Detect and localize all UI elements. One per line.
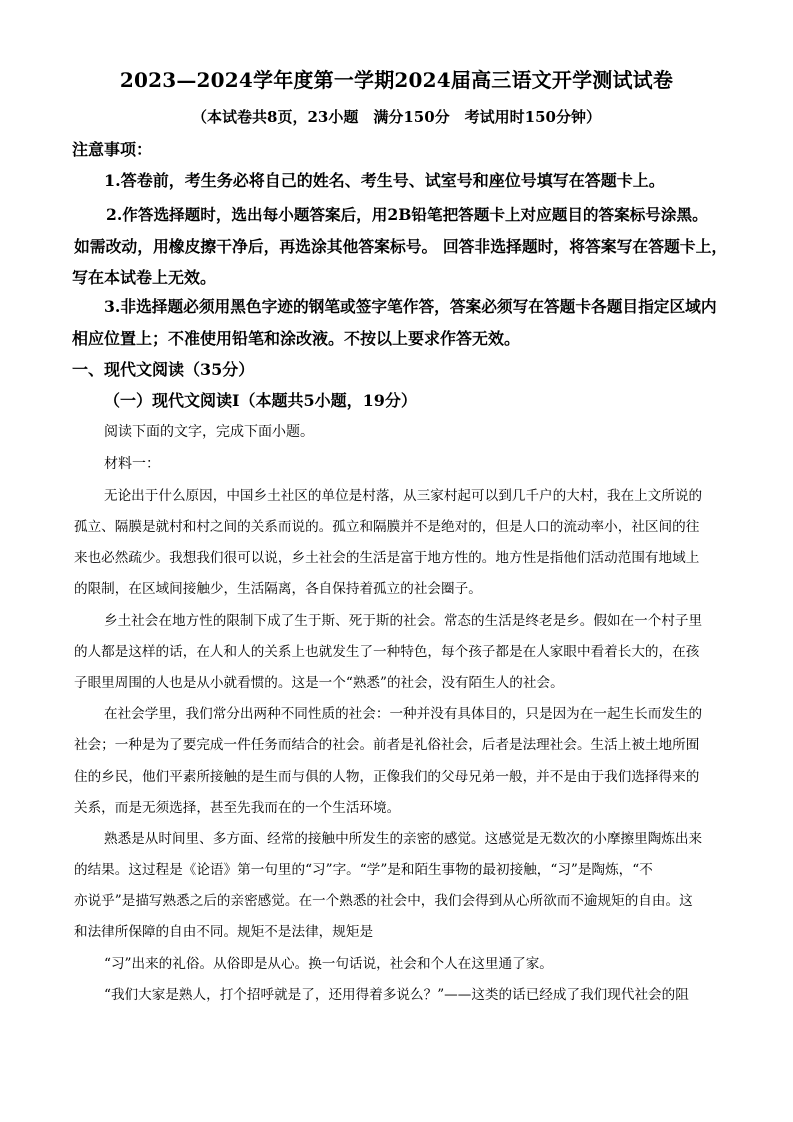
exam-title: 2023—2024学年度第一学期2024届高三语文开学测试试卷 [119, 68, 674, 92]
paragraph-3-line-4: 关系，而是无须选择，甚至先我而在的一个生活环境。 [74, 800, 401, 816]
paragraph-3-line-1: 在社会学里，我们常分出两种不同性质的社会：一种并没有具体目的，只是因为在一起生长而发生的 [104, 706, 703, 722]
notice-item-2-line-1: 2.作答选择题时，选出每小题答案后，用2B铅笔把答题卡上对应题目的答案标号涂黑。 [106, 205, 708, 224]
paragraph-5-line-1: “习”出来的礼俗。从俗即是从心。换一句话说，社会和个人在这里通了家。 [104, 956, 553, 972]
paragraph-2-line-2: 的人都是这样的话，在人和人的关系上也就发生了一种特色，每个孩子都是在人家眼中看着长大的，在孩 [74, 644, 700, 660]
paragraph-1-line-4: 的限制，在区域间接触少，生活隔离，各自保持着孤立的社会圈子。 [74, 581, 482, 597]
paragraph-1-line-1: 无论出于什么原因，中国乡土社区的单位是村落，从三家村起可以到几千户的大村，我在上文所说的 [104, 488, 703, 504]
section-heading: 一、现代文阅读（35分） [72, 360, 255, 379]
paragraph-4-line-2: 的结果。这过程是《论语》第一句里的“习”字。“学”是和陌生事物的最初接触，“习”是陶炼，“不 [74, 862, 653, 878]
paragraph-4-line-3: 亦说乎”是描写熟悉之后的亲密感觉。在一个熟悉的社会中，我们会得到从心所欲而不逾规矩的自由。这 [74, 893, 693, 909]
paragraph-6-line-1: “我们大家是熟人，打个招呼就是了，还用得着多说么？”——这类的话已经成了我们现代社会的阻 [104, 987, 689, 1003]
paragraph-3-line-3: 住的乡民，他们平素所接触的是生而与俱的人物，正像我们的父母兄弟一般，并不是由于我们选择得来的 [74, 769, 700, 785]
paragraph-3-line-2: 社会；一种是为了要完成一件任务而结合的社会。前者是礼俗社会，后者是法理社会。生活上被土地所囿 [74, 737, 700, 753]
paragraph-2-line-1: 乡土社会在地方性的限制下成了生于斯、死于斯的社会。常态的生活是终老是乡。假如在一个村子里 [104, 613, 703, 629]
paragraph-1-line-2: 孤立、隔膜是就村和村之间的关系而说的。孤立和隔膜并不是绝对的，但是人口的流动率小，社区间的往 [74, 519, 700, 535]
notice-item-1: 1.答卷前，考生务必将自己的姓名、考生号、试室号和座位号填写在答题卡上。 [104, 171, 665, 190]
reading-instruction: 阅读下面的文字，完成下面小题。 [104, 424, 314, 440]
paragraph-4-line-1: 熟悉是从时间里、多方面、经常的接触中所发生的亲密的感觉。这感觉是无数次的小摩擦里陶炼出来 [104, 831, 703, 847]
paragraph-1-line-3: 来也必然疏少。我想我们很可以说，乡土社会的生活是富于地方性的。地方性是指他们活动范围有地域上 [74, 550, 700, 566]
notice-item-3-line-1: 3.非选择题必须用黑色字迹的钢笔或签字笔作答，答案必须写在答题卡各题目指定区域内 [104, 297, 717, 316]
paragraph-4-line-4: 和法律所保障的自由不同。规矩不是法律，规矩是 [74, 924, 374, 940]
notice-item-2-line-2: 如需改动，用橡皮擦干净后，再选涂其他答案标号。 回答非选择题时，将答案写在答题卡上， [74, 237, 728, 256]
subsection-heading: （一）现代文阅读Ⅰ（本题共5小题，19分） [104, 391, 417, 410]
material-label: 材料一： [104, 456, 160, 472]
paragraph-2-line-3: 子眼里周围的人也是从小就看惯的。这是一个“熟悉”的社会，没有陌生人的社会。 [74, 675, 564, 691]
notice-title: 注意事项： [72, 140, 153, 159]
exam-subtitle: （本试卷共8页，23小题 满分150分 考试用时150分钟） [192, 108, 601, 126]
notice-item-2-line-3: 写在本试卷上无效。 [72, 268, 217, 287]
notice-item-3-line-2: 相应位置上；不准使用铅笔和涂改液。不按以上要求作答无效。 [72, 329, 521, 348]
